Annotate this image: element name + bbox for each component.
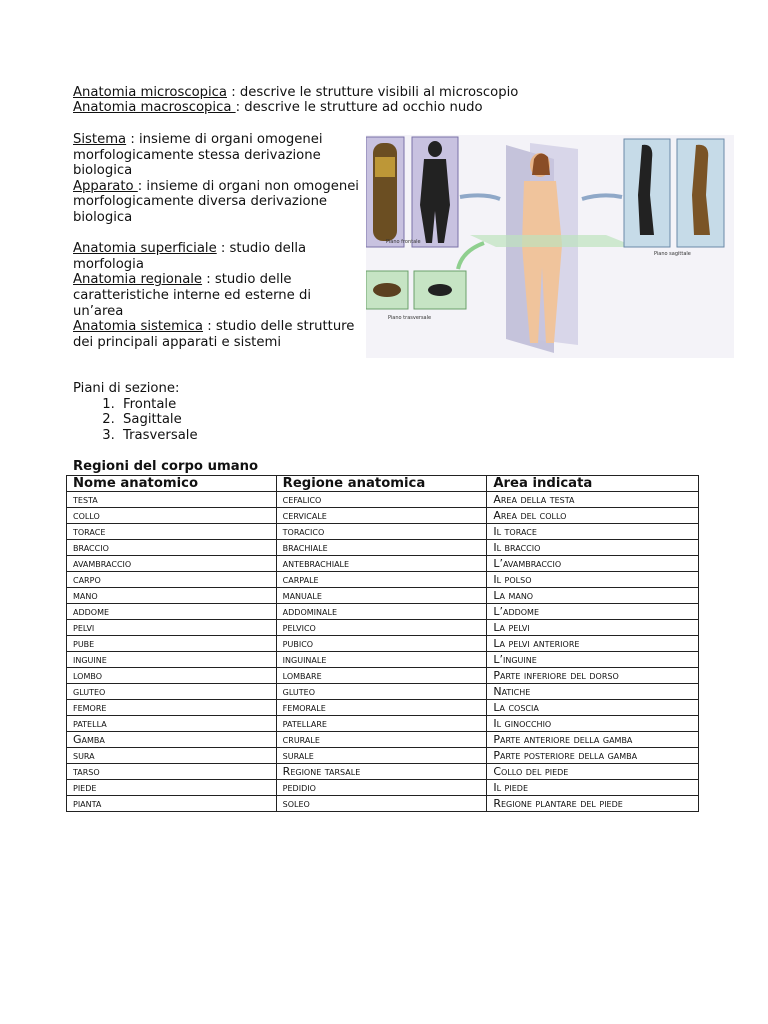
table-row — [67, 700, 699, 716]
cell-area: Il braccio — [487, 540, 699, 556]
cell-regione: cervicale — [276, 508, 487, 524]
cell-regione: cefalico — [276, 492, 487, 508]
cell-regione: inguinale — [276, 652, 487, 668]
table-row — [67, 540, 699, 556]
cell-area: Parte posteriore della gamba — [487, 748, 699, 764]
desc-sistemica: : studio delle strutture dei principali apparati e sistemi — [73, 319, 355, 350]
plane-item: 3. Trasversale — [119, 428, 198, 444]
cell-nome: Gamba — [67, 732, 277, 748]
cell-regione: manuale — [276, 588, 487, 604]
table-row — [67, 572, 699, 588]
cell-nome: addome — [67, 604, 277, 620]
planes-list — [73, 397, 198, 444]
header-area-indicata: Area indicata — [487, 476, 699, 492]
cell-nome: mano — [67, 588, 277, 604]
sagittal-plane-label: Piano sagittale — [654, 251, 691, 257]
plane-item: 2. Sagittale — [119, 412, 198, 428]
table-row — [67, 508, 699, 524]
cell-regione: addominale — [276, 604, 487, 620]
cell-regione: antebrachiale — [276, 556, 487, 572]
cell-area: La pelvi anteriore — [487, 636, 699, 652]
desc-macro: : descrive le strutture ad occhio nudo — [235, 100, 483, 115]
plane-item: 1. Frontale — [119, 397, 198, 413]
term-sistemica: Anatomia sistemica — [73, 319, 204, 335]
frontal-plane-label: Piano frontale — [386, 239, 421, 245]
cell-area: Regione plantare del piede — [487, 796, 699, 812]
cell-regione: patellare — [276, 716, 487, 732]
cell-regione: femorale — [276, 700, 487, 716]
cell-area: Parte anteriore della gamba — [487, 732, 699, 748]
table-row — [67, 668, 699, 684]
cell-nome: pube — [67, 636, 277, 652]
table-row — [67, 636, 699, 652]
cell-regione: carpale — [276, 572, 487, 588]
cell-nome: lombo — [67, 668, 277, 684]
definition-apparato — [73, 179, 363, 226]
table-header-row — [67, 476, 699, 492]
frontal-skeleton-highlight — [375, 157, 395, 177]
cell-regione: lombare — [276, 668, 487, 684]
definition-micro — [73, 85, 518, 101]
table-row — [67, 764, 699, 780]
desc-regionale: : studio delle caratteristiche interne ed esterne di un’area — [73, 272, 311, 319]
table-row — [67, 556, 699, 572]
table-row — [67, 524, 699, 540]
term-macro: Anatomia macroscopica — [73, 100, 236, 115]
body-regions-table — [66, 475, 699, 812]
table-row — [67, 748, 699, 764]
cell-nome: testa — [67, 492, 277, 508]
definition-superficiale — [73, 241, 363, 272]
term-regionale: Anatomia regionale — [73, 272, 203, 288]
cell-area: L’addome — [487, 604, 699, 620]
cell-regione: Regione tarsale — [276, 764, 487, 780]
table-row — [67, 588, 699, 604]
cell-regione: crurale — [276, 732, 487, 748]
table-row — [67, 620, 699, 636]
cell-regione: pedidio — [276, 780, 487, 796]
cell-nome: torace — [67, 524, 277, 540]
cell-area: Parte inferiore del dorso — [487, 668, 699, 684]
cell-regione: pubico — [276, 636, 487, 652]
table-title: Regioni del corpo umano — [73, 459, 259, 474]
definition-sistemica — [73, 319, 363, 350]
term-superficiale: Anatomia superficiale — [73, 241, 217, 257]
cell-area: L’inguine — [487, 652, 699, 668]
cell-nome: avambraccio — [67, 556, 277, 572]
desc-micro: : descrive le strutture visibili al microscopio — [231, 85, 519, 100]
transverse-section-right — [428, 284, 452, 296]
cell-regione: surale — [276, 748, 487, 764]
cell-regione: brachiale — [276, 540, 487, 556]
cell-area: Il ginocchio — [487, 716, 699, 732]
transverse-plane-label: Piano trasversale — [388, 315, 432, 321]
header-nome-anatomico: Nome anatomico — [67, 476, 277, 492]
table-row — [67, 492, 699, 508]
cell-area: Il torace — [487, 524, 699, 540]
cell-area: La pelvi — [487, 620, 699, 636]
silhouette-head — [428, 141, 442, 157]
cell-regione: toracico — [276, 524, 487, 540]
cell-nome: pelvi — [67, 620, 277, 636]
cell-nome: collo — [67, 508, 277, 524]
cell-area: L’avambraccio — [487, 556, 699, 572]
table-row — [67, 796, 699, 812]
table-row — [67, 604, 699, 620]
term-apparato: Apparato — [73, 178, 138, 194]
cell-area: Area del collo — [487, 508, 699, 524]
desc-superficiale: : studio della morfologia — [73, 241, 307, 272]
table-row — [67, 684, 699, 700]
cell-nome: carpo — [67, 572, 277, 588]
table-row — [67, 652, 699, 668]
term-sistema: Sistema — [73, 132, 127, 147]
cell-nome: pianta — [67, 796, 277, 812]
cell-regione: soleo — [276, 796, 487, 812]
cell-nome: gluteo — [67, 684, 277, 700]
table-row — [67, 780, 699, 796]
desc-apparato: : insieme di organi non omogenei morfologicamente diversa derivazione biologica — [73, 178, 359, 225]
cell-area: Il piede — [487, 780, 699, 796]
cell-regione: gluteo — [276, 684, 487, 700]
cell-nome: piede — [67, 780, 277, 796]
header-regione-anatomica: Regione anatomica — [276, 476, 487, 492]
transverse-section-left — [373, 283, 401, 297]
cell-nome: tarso — [67, 764, 277, 780]
section-planes — [73, 381, 198, 443]
desc-sistema: : insieme di organi omogenei morfologicamente stessa derivazione biologica — [73, 132, 323, 179]
cell-nome: sura — [67, 748, 277, 764]
cell-nome: femore — [67, 700, 277, 716]
anatomical-planes-figure — [366, 135, 734, 358]
cell-area: Il polso — [487, 572, 699, 588]
cell-nome: patella — [67, 716, 277, 732]
term-micro: Anatomia microscopica — [73, 85, 227, 100]
table-row — [67, 732, 699, 748]
definition-sistema — [73, 132, 363, 179]
cell-nome: braccio — [67, 540, 277, 556]
cell-area: Collo del piede — [487, 764, 699, 780]
definition-regionale — [73, 272, 363, 319]
cell-area: Natiche — [487, 684, 699, 700]
definition-macro — [73, 100, 483, 116]
cell-regione: pelvico — [276, 620, 487, 636]
definitions-column — [73, 132, 363, 350]
cell-area: Area della testa — [487, 492, 699, 508]
cell-area: La coscia — [487, 700, 699, 716]
planes-heading: Piani di sezione: — [73, 381, 180, 396]
cell-nome: inguine — [67, 652, 277, 668]
cell-area: La mano — [487, 588, 699, 604]
table-row — [67, 716, 699, 732]
